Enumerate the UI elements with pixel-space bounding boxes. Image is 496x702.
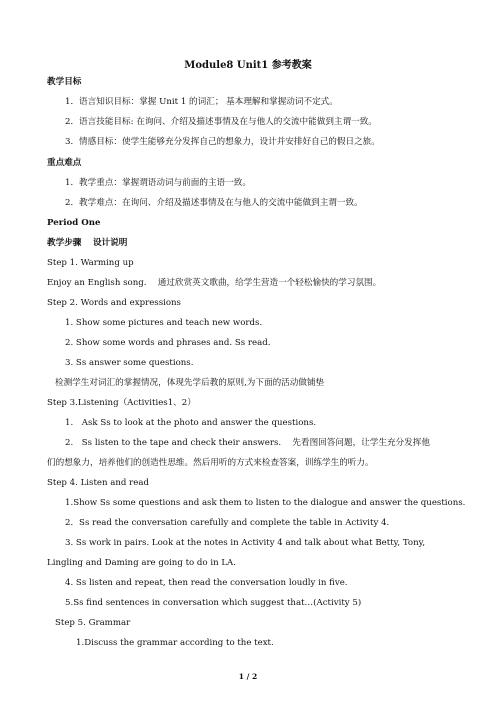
step4-item-2: 2．Ss read the conversation carefully and complete the table in Activity 4. bbox=[65, 518, 390, 528]
step4-item-3-cont: Lingling and Daming are going to do in LA. bbox=[47, 558, 236, 568]
goals-heading: 教学目标 bbox=[47, 77, 82, 87]
key-item-1: 1．教学重点：掌握谓语动词与前面的主语一致。 bbox=[65, 178, 251, 188]
step1-heading: Step 1. Warming up bbox=[47, 258, 134, 268]
document-title: Module8 Unit1 参考教案 bbox=[184, 60, 312, 71]
step3-item-2: 2. Ss listen to the tape and check their answers. 先看图回答问题，让学生充分发挥他 bbox=[65, 438, 430, 448]
goal-item-3: 3．情感目标：使学生能够充分发挥自己的想象力，设计并安排好自己的假日之旅。 bbox=[65, 137, 380, 147]
step4-item-1: 1.Show Ss some questions and ask them to listen to the dialogue and answer the questions. bbox=[65, 498, 466, 508]
step5-heading: Step 5. Grammar bbox=[55, 618, 131, 628]
goal-item-1: 1．语言知识目标：掌握 Unit 1 的词汇； 基本理解和掌握动词不定式。 bbox=[65, 97, 338, 107]
step4-item-5: 5.Ss find sentences in conversation which suggest that…(Activity 5) bbox=[65, 598, 362, 608]
period-heading: Period One bbox=[47, 218, 101, 228]
page-number: 1 / 2 bbox=[238, 672, 258, 681]
goal-item-2: 2．语言技能目标: 在询问、介绍及描述事情及在与他人的交流中能做到主谓一致。 bbox=[65, 117, 377, 127]
step4-item-4: 4. Ss listen and repeat, then read the conversation loudly in five. bbox=[65, 578, 348, 588]
step5-item-1: 1.Discuss the grammar according to the text. bbox=[76, 638, 274, 648]
key-item-2: 2．教学难点：在询问、介绍及描述事情及在与他人的交流中能做到主谓一致。 bbox=[65, 198, 363, 208]
step3-item-1: 1. Ask Ss to look at the photo and answer the questions. bbox=[65, 418, 317, 428]
step2-heading: Step 2. Words and expressions bbox=[47, 298, 181, 308]
key-heading: 重点难点 bbox=[47, 158, 82, 168]
step2-item-1: 1. Show some pictures and teach new words. bbox=[65, 318, 263, 328]
step1-text: Enjoy an English song. 通过欣赏英文歌曲，给学生营造一个轻松愉快的学习氛围。 bbox=[47, 278, 382, 288]
step3-item-2-cont: 们的想象力，培养他们的创造性思维。然后用听的方式来检查答案，训练学生的听力。 bbox=[47, 458, 374, 468]
step2-item-2: 2. Show some words and phrases and. Ss read. bbox=[65, 338, 271, 348]
step3-heading: Step 3.Listening（Activities1、2） bbox=[47, 398, 196, 408]
steps-heading: 教学步骤 设计说明 bbox=[47, 238, 128, 248]
step4-item-3: 3. Ss work in pairs. Look at the notes in Activity 4 and talk about what Betty, Tony, bbox=[65, 538, 426, 548]
step2-note: 检测学生对词汇的掌握情况，体现先学后教的原则,为下面的活动做铺垫 bbox=[55, 378, 325, 388]
step4-heading: Step 4. Listen and read bbox=[47, 478, 149, 488]
step2-item-3: 3. Ss answer some questions. bbox=[65, 358, 194, 368]
